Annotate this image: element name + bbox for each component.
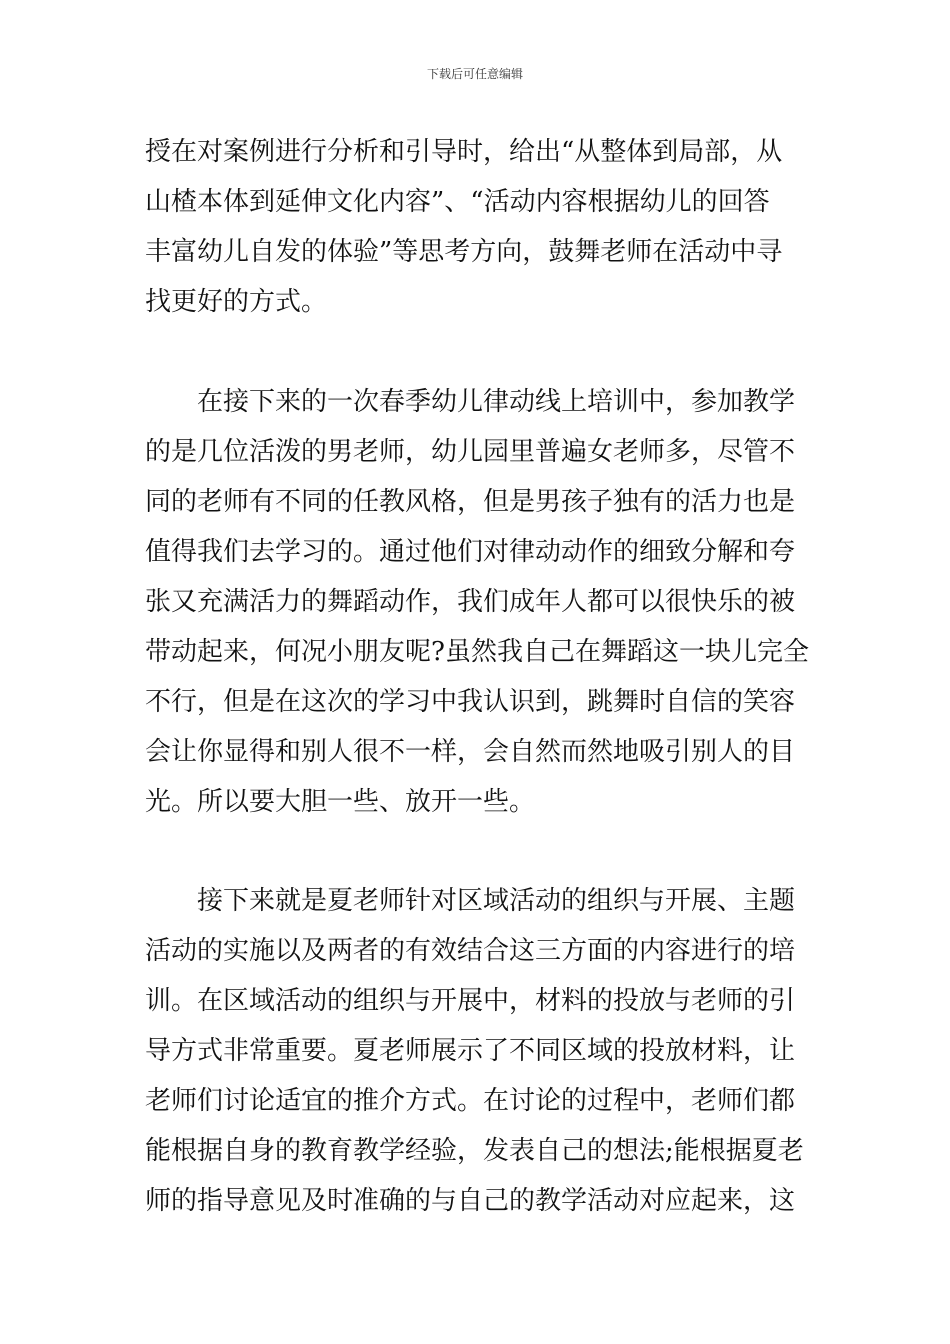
text-line: 会让你显得和别人很不一样，会自然而然地吸引别人的目: [145, 737, 796, 767]
paragraph-spring-training: [145, 377, 807, 827]
text-line: 同的老师有不同的任教风格，但是男孩子独有的活力也是: [145, 487, 796, 517]
text-line: 不行，但是在这次的学习中我认识到，跳舞时自信的笑容: [145, 687, 796, 717]
text-line: 活动的实施以及两者的有效结合这三方面的内容进行的培: [145, 936, 796, 966]
text-line: 找更好的方式。: [145, 287, 328, 317]
paragraph-continuation: [145, 127, 807, 327]
text-line: 张又充满活力的舞蹈动作，我们成年人都可以很快乐的被: [145, 587, 796, 617]
text-line: 光。所以要大胆一些、放开一些。: [145, 787, 536, 817]
text-line: 导方式非常重要。夏老师展示了不同区域的投放材料，让: [145, 1036, 796, 1066]
text-line: 训。在区域活动的组织与开展中，材料的投放与老师的引: [145, 986, 796, 1016]
text-line: 丰富幼儿自发的体验”等思考方向，鼓舞老师在活动中寻: [145, 237, 783, 267]
text-line: 授在对案例进行分析和引导时，给出“从整体到局部，从: [145, 137, 783, 167]
text-line: 接下来就是夏老师针对区域活动的组织与开展、主题: [197, 886, 796, 916]
text-line: 山楂本体到延伸文化内容”、“活动内容根据幼儿的回答: [145, 187, 770, 217]
text-line: 能根据自身的教育教学经验，发表自己的想法;能根据夏老: [145, 1136, 804, 1166]
text-line: 值得我们去学习的。通过他们对律动动作的细致分解和夸: [145, 537, 796, 567]
text-line: 的是几位活泼的男老师，幼儿园里普遍女老师多，尽管不: [145, 437, 796, 467]
page-header: 下载后可任意编辑: [426, 67, 523, 81]
paragraph-area-activities: [145, 876, 807, 1226]
text-line: 在接下来的一次春季幼儿律动线上培训中，参加教学: [197, 387, 796, 417]
text-line: 老师们讨论适宜的推介方式。在讨论的过程中，老师们都: [145, 1086, 796, 1116]
text-line: 师的指导意见及时准确的与自己的教学活动对应起来，这: [145, 1186, 796, 1216]
text-line: 带动起来，何况小朋友呢?虽然我自己在舞蹈这一块儿完全: [145, 637, 809, 667]
